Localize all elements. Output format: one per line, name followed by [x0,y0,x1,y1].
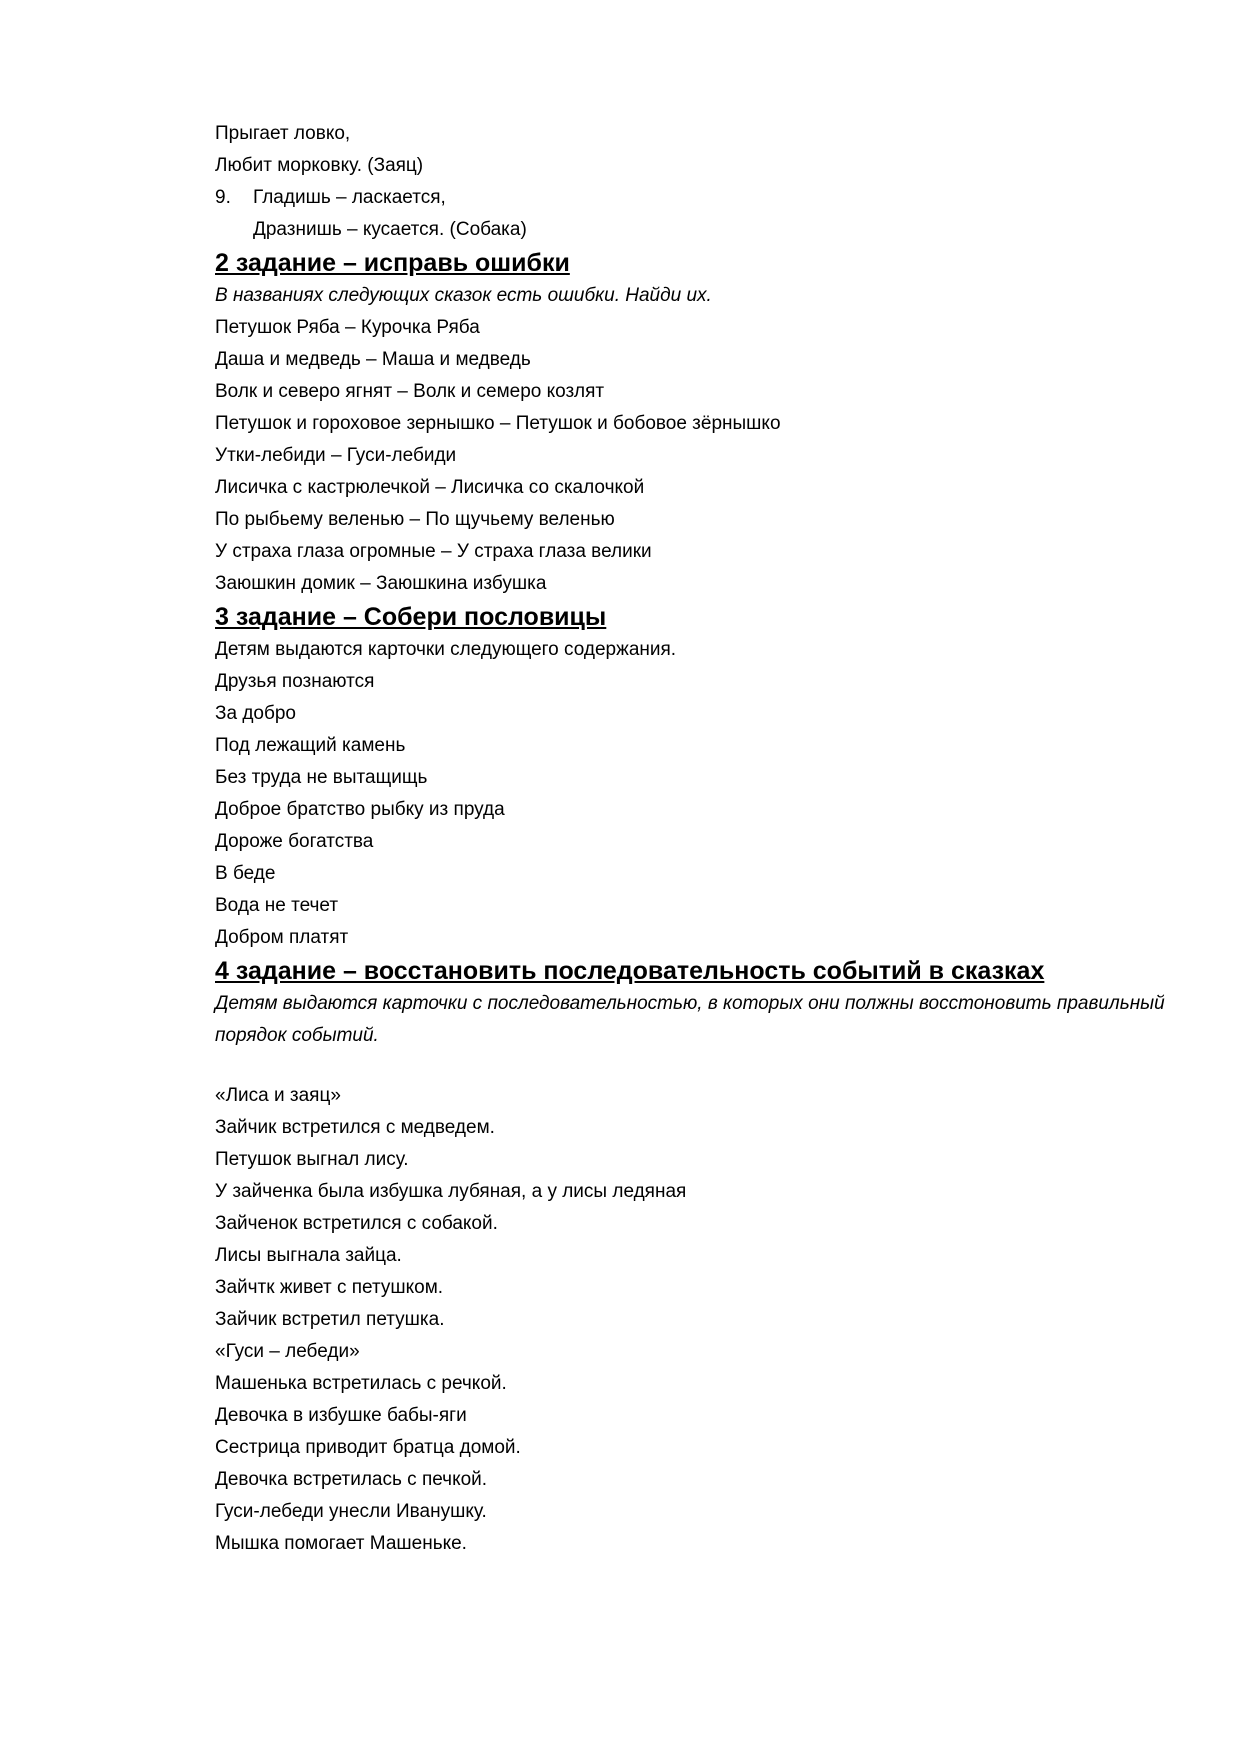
list-item: Девочка в избушке бабы-яги [215,1405,467,1426]
task3-heading: 3 задание – Собери пословицы [215,603,607,631]
story-title: «Гуси – лебеди» [215,1341,360,1362]
paragraph-spacer [215,1052,1175,1080]
list-item: Зайченок встретился с собакой. [215,1213,498,1234]
list-item: Машенька встретилась с речкой. [215,1373,507,1394]
riddle-line: Прыгает ловко, [215,123,351,144]
task2-instruction: В названиях следующих сказок есть ошибки. Найди их. [215,285,712,306]
list-item: Зайчтк живет с петушком. [215,1277,444,1298]
list-item: Утки-лебиди – Гуси-лебиди [215,445,457,466]
list-item: Девочка встретилась с печкой. [215,1469,488,1490]
riddle-item-9 [215,182,1175,214]
list-item: За добро [215,703,296,724]
list-item: Волк и северо ягнят – Волк и семеро козлят [215,381,605,402]
task4-heading: 4 задание – восстановить последовательность событий в сказках [215,957,1045,985]
riddle-line: Гладишь – ласкается, [253,187,446,208]
list-item: Зайчик встретился с медведем. [215,1117,495,1138]
riddle-line: Дразнишь – кусается. (Собака) [253,219,527,240]
task3-instruction: Детям выдаются карточки следующего содержания. [215,639,677,660]
list-item: У зайченка была избушка лубяная, а у лисы ледяная [215,1181,687,1202]
task4-instruction: Детям выдаются карточки с последовательностью, в которых они полжны восстоновить правильный порядок событий. [215,993,1165,1046]
riddle-line: Любит морковку. (Заяц) [215,155,424,176]
list-item: Друзья познаются [215,671,375,692]
list-item: Зайчик встретил петушка. [215,1309,445,1330]
list-item: Петушок и гороховое зернышко – Петушок и бобовое зёрнышко [215,413,781,434]
story-title: «Лиса и заяц» [215,1085,341,1106]
list-item: Лисы выгнала зайца. [215,1245,402,1266]
list-item: Петушок выгнал лису. [215,1149,409,1170]
list-item: Мышка помогает Машеньке. [215,1533,467,1554]
list-item: Доброе братство рыбку из пруда [215,799,505,820]
list-item: Дороже богатства [215,831,374,852]
list-item: Петушок Ряба – Курочка Ряба [215,317,480,338]
list-item: Даша и медведь – Маша и медведь [215,349,531,370]
list-item: Заюшкин домик – Заюшкина избушка [215,573,547,594]
list-number: 9. [215,187,231,208]
list-item: У страха глаза огромные – У страха глаза велики [215,541,652,562]
list-item: Без труда не вытащищь [215,767,428,788]
task2-heading: 2 задание – исправь ошибки [215,249,570,277]
list-item: Сестрица приводит братца домой. [215,1437,521,1458]
list-item: Вода не течет [215,895,339,916]
list-item: Лисичка с кастрюлечкой – Лисичка со скалочкой [215,477,645,498]
document-page [215,118,1175,1560]
list-item: В беде [215,863,276,884]
list-item: По рыбьему веленью – По щучьему веленью [215,509,615,530]
list-item: Добром платят [215,927,349,948]
list-item: Под лежащий камень [215,735,406,756]
list-item: Гуси-лебеди унесли Иванушку. [215,1501,487,1522]
